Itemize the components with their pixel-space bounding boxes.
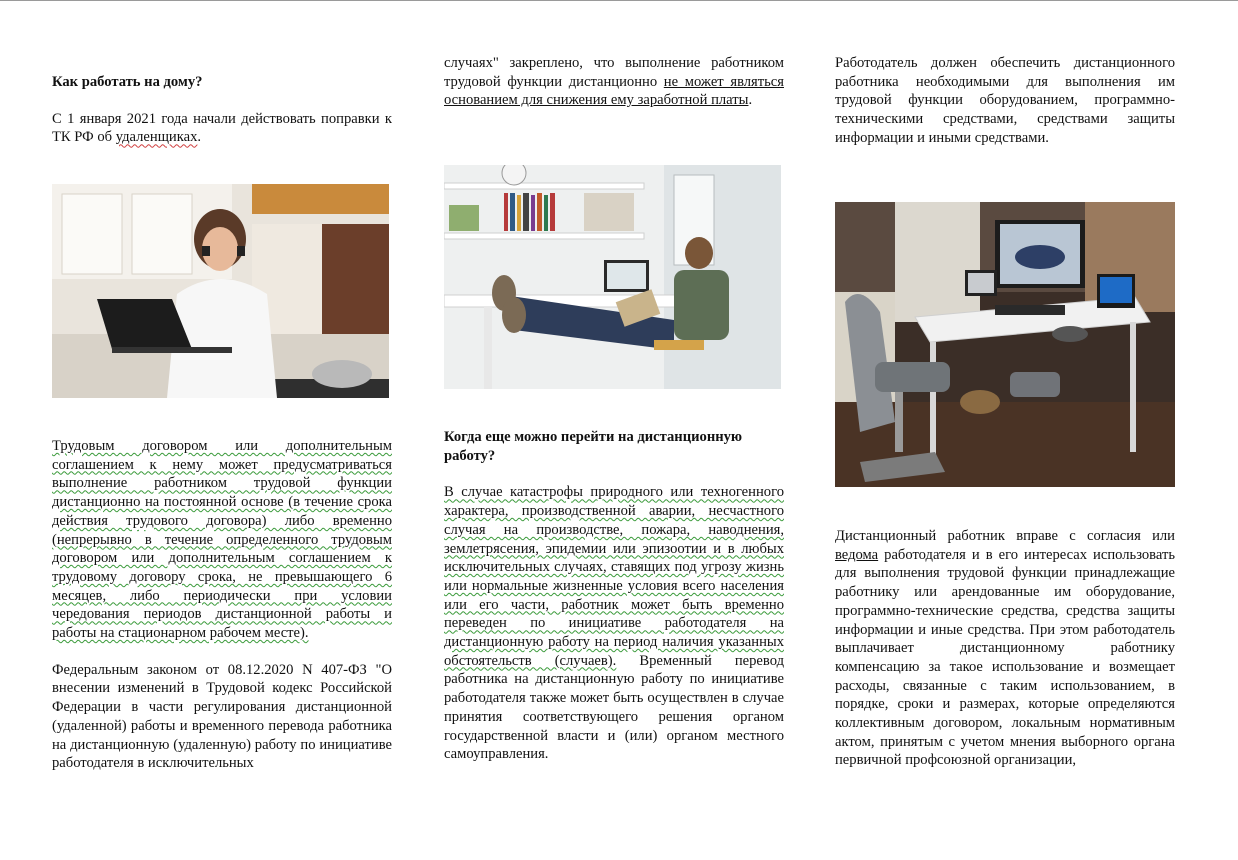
paragraph-contract: Трудовым договором или дополнительным соглашением к нему может предусматриваться выполнение работником трудовой функции дистанционно на постоянной основе (в течение срока действия трудового договора) либо временно (непрерывно в течение определенного трудовым договором или дополнительным соглашением к трудовому договору срока, не превышающего 6 месяцев, либо периодически при условии чередования периодов дистанционной работы и работы на стационарном рабочем месте). xyxy=(52,438,392,642)
column-2 xyxy=(444,54,784,110)
photo-man-feet-on-desk xyxy=(444,165,781,389)
heading-work-from-home: Как работать на дому? xyxy=(52,74,203,90)
intro-paragraph: С 1 января 2021 года начали действовать поправки к ТК РФ об удаленщиках. xyxy=(52,110,392,146)
paragraph-federal-law: Федеральным законом от 08.12.2020 N 407-ФЗ "О внесении изменений в Трудовой кодекс Российской Федерации в части регулирования дистанционной (удаленной) работы и временного перевода работника на дистанционную (удаленную) работу по инициативе работодателя в исключительных xyxy=(52,661,392,772)
photo-woman-laptop-kitchen xyxy=(52,184,389,398)
paragraph-salary-continuation: случаях" закреплено, что выполнение работником трудовой функции дистанционно не может являться основанием для снижения ему заработной платы. xyxy=(444,55,784,109)
paragraph-emergency-transfer: В случае катастрофы природного или техногенного характера, производственной аварии, несчастного случая на производстве, пожара, наводнения, землетрясения, эпидемии или эпизоотии и в любых исключительных случаях, ставящих под угрозу жизнь или нормальные жизненные условия всего населения или его части, работник может быть временно переведен по инициативе работодателя на дистанционную работу на период наличия указанных обстоятельств (случаев). Временный перевод работника на дистанционную работу по инициативе работодателя также может быть осуществлен в случае принятия соответствующего решения органом государственной власти и (или) органом местного самоуправления. xyxy=(444,484,784,763)
column-1-body xyxy=(52,437,392,773)
photo-home-office-desk xyxy=(835,202,1175,487)
column-1 xyxy=(52,73,392,147)
column-3-body xyxy=(835,527,1175,770)
paragraph-own-equipment: Дистанционный работник вправе с согласия или ведома работодателя и в его интересах использовать для выполнения трудовой функции принадлежащие работнику или арендованные им оборудование, программно-технические средства, средства защиты информации и иные средства. При этом работодатель выплачивает дистанционному работнику компенсацию за такое использование и возмещает расходы, связанные с таким использованием, в порядке, сроки и размерах, которые определяются коллективным договором, локальным нормативным актом, принятым с учетом мнения выборного органа первичной профсоюзной организации, xyxy=(835,528,1175,769)
heading-when-remote: Когда еще можно перейти на дистанционную работу? xyxy=(444,429,743,464)
column-3 xyxy=(835,54,1175,148)
page-top-border xyxy=(0,0,1238,1)
paragraph-employer-must-provide: Работодатель должен обеспечить дистанционного работника необходимыми для выполнения им трудовой функции оборудованием, программно-техническими средствами, средствами защиты информации и иными средствами. xyxy=(835,55,1175,146)
column-2-body xyxy=(444,428,784,764)
